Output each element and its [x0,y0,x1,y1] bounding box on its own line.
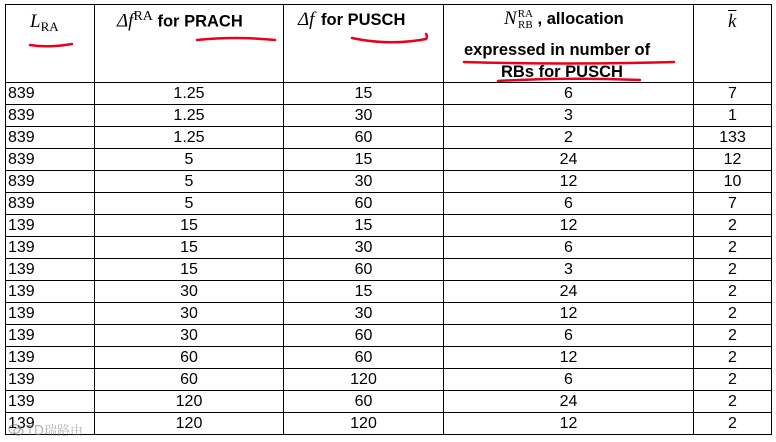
l-ra-cell: 139 [6,369,95,391]
table-row [6,171,772,193]
n-rb-cell: 12 [444,413,694,435]
delta-f-prach-cell: 60 [95,369,284,391]
header-delta-f-ra-symbol: Δf [117,10,134,32]
delta-f-prach-cell: 5 [95,171,284,193]
watermark-text: TD瑞路由 [26,424,83,439]
k-bar-cell: 2 [694,281,772,303]
n-rb-cell: 6 [444,325,694,347]
table-row [6,347,772,369]
l-ra-cell: 139 [6,391,95,413]
k-bar-cell: 2 [694,237,772,259]
n-rb-cell: 12 [444,347,694,369]
delta-f-pusch-cell: 60 [284,259,444,281]
n-rb-cell: 3 [444,259,694,281]
k-bar-cell: 2 [694,391,772,413]
table-row [6,259,772,281]
red-underline-annotation [195,34,277,44]
red-underline-annotation [350,32,430,48]
k-bar-cell: 10 [694,171,772,193]
delta-f-pusch-cell: 60 [284,391,444,413]
table-body [6,83,772,435]
header-pusch-label: PUSCH [347,11,406,29]
header-n-rb-ra [444,5,694,83]
table-row [6,281,772,303]
watermark [8,420,83,439]
table-row [6,303,772,325]
n-rb-cell: 24 [444,391,694,413]
header-allocation-text: , allocation [532,10,624,28]
delta-f-prach-cell: 1.25 [95,127,284,149]
k-bar-cell: 12 [694,149,772,171]
wechat-bubble-icon [8,422,24,438]
delta-f-prach-cell: 5 [95,193,284,215]
l-ra-cell: 839 [6,83,95,105]
table-row [6,237,772,259]
header-n-sub: RB [517,18,533,31]
header-for-text: for [316,11,348,29]
delta-f-pusch-cell: 120 [284,369,444,391]
n-rb-cell: 2 [444,127,694,149]
table-row [6,105,772,127]
header-row [6,5,772,83]
delta-f-prach-cell: 120 [95,391,284,413]
l-ra-cell: 839 [6,193,95,215]
header-for-text: for [152,12,185,31]
l-ra-cell: 139 [6,259,95,281]
header-l-ra-symbol: L [30,11,41,32]
n-rb-cell: 6 [444,83,694,105]
k-bar-cell: 2 [694,259,772,281]
table-row [6,193,772,215]
delta-f-pusch-cell: 30 [284,303,444,325]
l-ra-cell: 839 [6,171,95,193]
prach-pusch-table [5,4,772,435]
delta-f-pusch-cell: 60 [284,325,444,347]
header-k-bar [694,5,772,83]
header-n-sup: RA [517,7,533,20]
n-rb-cell: 12 [444,215,694,237]
k-bar-cell: 133 [694,127,772,149]
k-bar-cell: 7 [694,193,772,215]
delta-f-pusch-cell: 60 [284,193,444,215]
table-row [6,215,772,237]
l-ra-cell: 839 [6,105,95,127]
k-bar-cell: 2 [694,413,772,435]
header-n-symbol: N [504,8,517,29]
header-delta-f-prach [95,5,284,83]
red-underline-annotation [496,76,642,84]
delta-f-pusch-cell: 15 [284,215,444,237]
delta-f-prach-cell: 5 [95,149,284,171]
header-k-symbol: $\overline{k}$ [728,11,737,32]
k-bar-cell: 2 [694,215,772,237]
l-ra-cell: 839 [6,127,95,149]
table-row [6,127,772,149]
table-container [5,4,772,435]
l-ra-cell: 139 [6,303,95,325]
delta-f-pusch-cell: 30 [284,171,444,193]
k-bar-cell: 2 [694,347,772,369]
header-delta-f-pusch [284,5,444,83]
k-bar-cell: 2 [694,369,772,391]
n-rb-cell: 3 [444,105,694,127]
table-row [6,325,772,347]
red-underline-annotation [28,41,74,49]
red-underline-annotation [462,58,676,66]
n-rb-cell: 24 [444,149,694,171]
k-bar-cell: 1 [694,105,772,127]
l-ra-cell: 139 [6,413,95,435]
delta-f-pusch-cell: 60 [284,127,444,149]
l-ra-cell: 139 [6,325,95,347]
delta-f-prach-cell: 120 [95,413,284,435]
n-rb-cell: 6 [444,193,694,215]
delta-f-prach-cell: 60 [95,347,284,369]
delta-f-pusch-cell: 15 [284,83,444,105]
n-rb-cell: 24 [444,281,694,303]
delta-f-prach-cell: 15 [95,215,284,237]
k-bar-cell: 7 [694,83,772,105]
n-rb-cell: 12 [444,303,694,325]
n-rb-cell: 6 [444,369,694,391]
delta-f-pusch-cell: 120 [284,413,444,435]
delta-f-prach-cell: 15 [95,237,284,259]
k-bar-cell: 2 [694,325,772,347]
l-ra-cell: 139 [6,215,95,237]
delta-f-pusch-cell: 15 [284,149,444,171]
table-row [6,83,772,105]
header-delta-f-ra-sup: RA [133,9,153,24]
n-rb-cell: 12 [444,171,694,193]
delta-f-prach-cell: 1.25 [95,105,284,127]
delta-f-pusch-cell: 30 [284,237,444,259]
header-delta-f-symbol: Δf [298,9,315,30]
delta-f-prach-cell: 30 [95,303,284,325]
delta-f-prach-cell: 1.25 [95,83,284,105]
header-l-ra [6,5,95,83]
table-row [6,413,772,435]
delta-f-pusch-cell: 30 [284,105,444,127]
delta-f-pusch-cell: 60 [284,347,444,369]
k-bar-cell: 2 [694,303,772,325]
l-ra-cell: 139 [6,347,95,369]
header-l-ra-sub: RA [40,19,59,35]
delta-f-prach-cell: 30 [95,281,284,303]
delta-f-prach-cell: 15 [95,259,284,281]
l-ra-cell: 839 [6,149,95,171]
l-ra-cell: 139 [6,237,95,259]
n-rb-cell: 6 [444,237,694,259]
header-expressed-text: expressed in number of [464,41,651,59]
table-row [6,369,772,391]
table-row [6,149,772,171]
header-prach-label: PRACH [184,12,243,31]
table-row [6,391,772,413]
delta-f-prach-cell: 30 [95,325,284,347]
delta-f-pusch-cell: 15 [284,281,444,303]
l-ra-cell: 139 [6,281,95,303]
header-rbs-text: RBs for PUSCH [501,63,623,81]
